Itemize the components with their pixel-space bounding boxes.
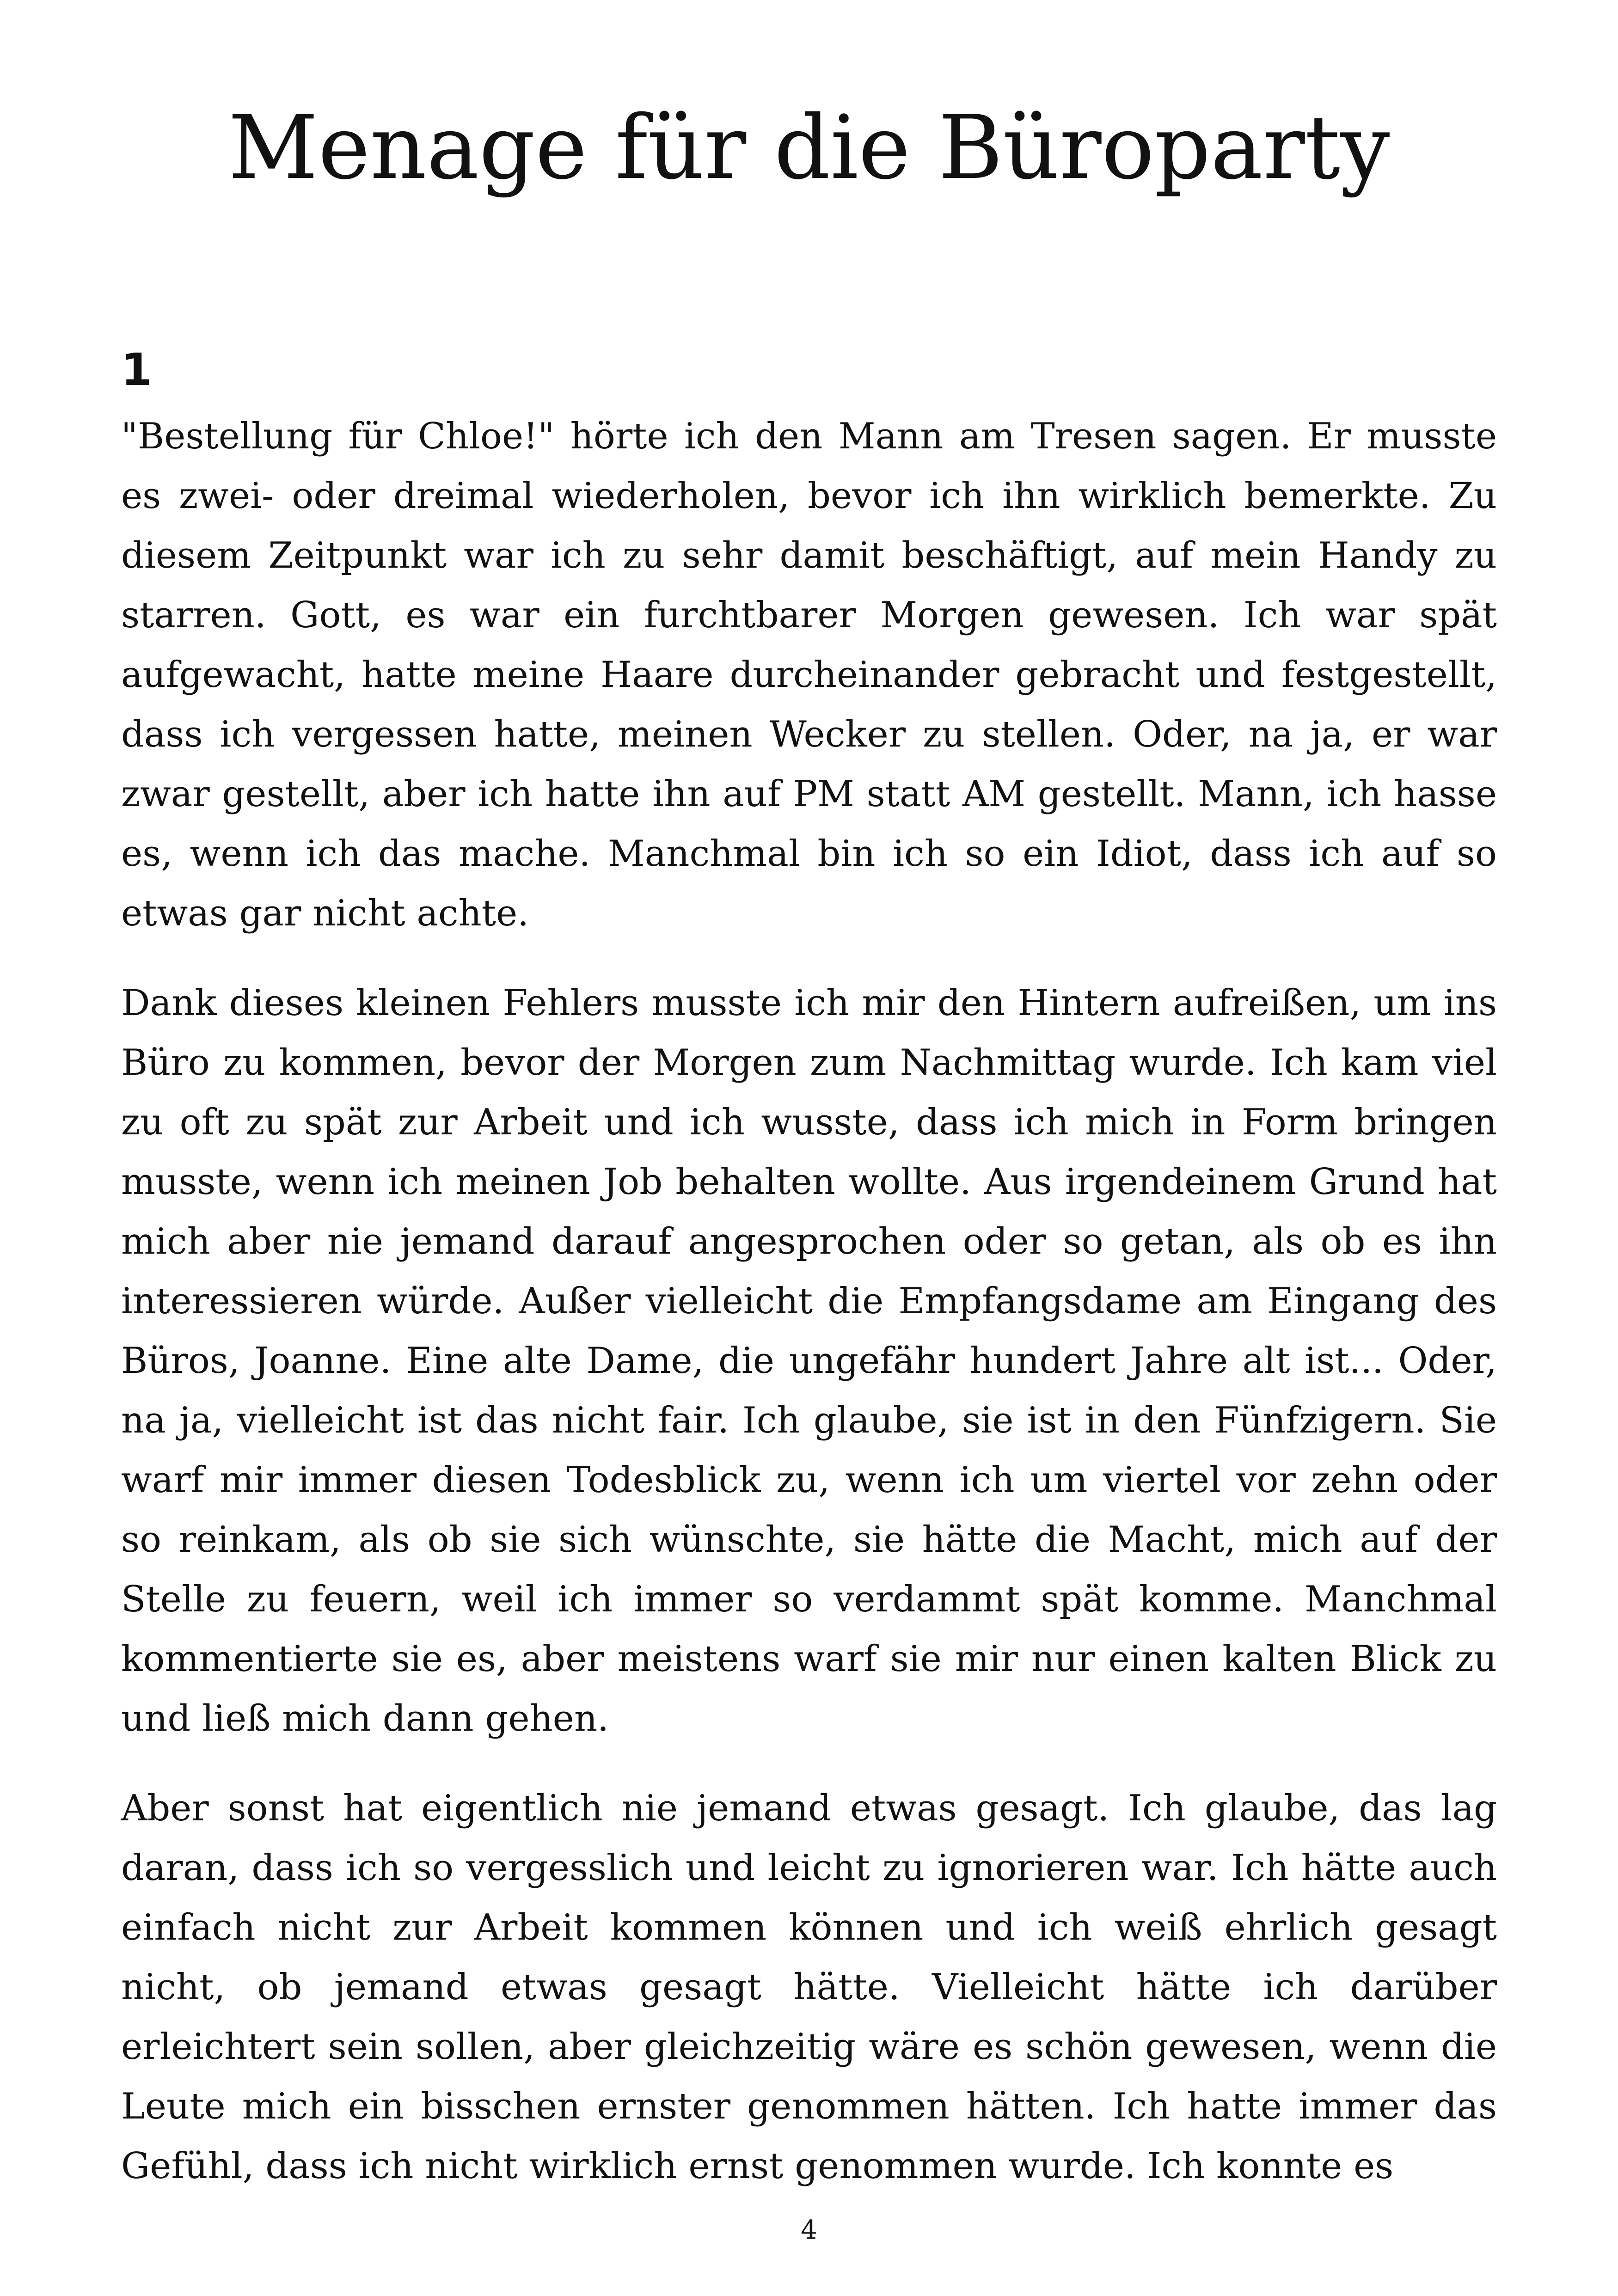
paragraph: Aber sonst hat eigentlich nie jemand etwas gesagt. Ich glaube, das lag daran, dass ich so vergesslich und leicht zu ignorieren war. Ich hätte auch einfach nicht zur Arbeit kommen können und ich weiß ehrlich gesagt nicht, ob jemand etwas gesagt hätte. Vielleicht hätte ich darüber erleichtert sein sollen, aber gleichzeitig wäre es schön gewesen, wenn die Leute mich ein bisschen ernster genommen hätten. Ich hatte immer das Gefühl, dass ich nicht wirklich ernst genommen wurde. Ich konnte es (121, 1788, 1497, 2187)
body-text (121, 407, 1497, 2226)
page-number: 4 (801, 2215, 817, 2245)
page-title: Menage für die Büroparty (228, 97, 1390, 199)
paragraph: "Bestellung für Chloe!" hörte ich den Mann am Tresen sagen. Er musste es zwei- oder dreimal wiederholen, bevor ich ihn wirklich bemerkte. Zu diesem Zeitpunkt war ich zu sehr damit beschäftigt, auf mein Handy zu starren. Gott, es war ein furchtbarer Morgen gewesen. Ich war spät aufgewacht, hatte meine Haare durcheinander gebracht und festgestellt, dass ich vergessen hatte, meinen Wecker zu stellen. Oder, na ja, er war zwar gestellt, aber ich hatte ihn auf PM statt AM gestellt. Mann, ich hasse es, wenn ich das mache. Manchmal bin ich so ein Idiot, dass ich auf so etwas gar nicht achte. (121, 416, 1497, 934)
paragraph: Dank dieses kleinen Fehlers musste ich mir den Hintern aufreißen, um ins Büro zu kommen, bevor der Morgen zum Nachmittag wurde. Ich kam viel zu oft zu spät zur Arbeit und ich wusste, dass ich mich in Form bringen musste, wenn ich meinen Job behalten wollte. Aus irgendeinem Grund hat mich aber nie jemand darauf angesprochen oder so getan, als ob es ihn interessieren würde. Außer vielleicht die Empfangsdame am Eingang des Büros, Joanne. Eine alte Dame, die ungefähr hundert Jahre alt ist... Oder, na ja, vielleicht ist das nicht fair. Ich glaube, sie ist in den Fünfzigern. Sie warf mir immer diesen Todesblick zu, wenn ich um viertel vor zehn oder so reinkam, als ob sie sich wünschte, sie hätte die Macht, mich auf der Stelle zu feuern, weil ich immer so verdammt spät komme. Manchmal kommentierte sie es, aber meistens warf sie mir nur einen kalten Blick zu und ließ mich dann gehen. (121, 982, 1497, 1739)
chapter-number: 1 (121, 344, 152, 396)
